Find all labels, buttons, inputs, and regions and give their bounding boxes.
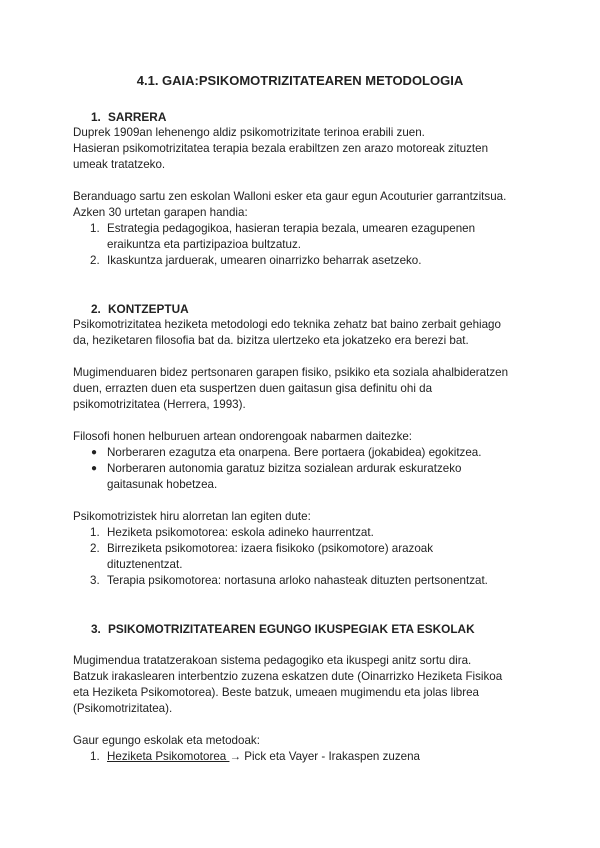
section-1-number: 1.: [91, 110, 101, 124]
paragraph-line: Mugimendua tratatzerakoan sistema pedagogiko eta ikuspegi anitz sortu dira.: [73, 654, 472, 667]
paragraph-line: Psikomotrizitatea heziketa metodologi edo teknika zehatz bat baino zerbait gehiago: [73, 318, 501, 331]
section-2-title: KONTZEPTUA: [108, 302, 189, 316]
bullet-item: ● Norberaren ezagutza eta onarpena. Bere portaera (jokabidea) egokitzea.: [91, 446, 482, 459]
section-2-body: [73, 317, 543, 589]
paragraph-line: Mugimenduaren bidez pertsonaren garapen fisiko, psikiko eta soziala ahalbideratzen: [73, 366, 509, 379]
paragraph-line: (Psikomotrizitatea).: [73, 702, 173, 715]
list-item: 3. Terapia psikomotorea: nortasuna arloko nahasteak dituzten pertsonentzat.: [90, 574, 488, 587]
paragraph-line: Filosofi honen helburuen artean ondorengoak nabarmen daitezke:: [73, 430, 413, 443]
page-title: 4.1. GAIA:PSIKOMOTRIZITATEAREN METODOLOGIA: [136, 73, 464, 88]
section-3-number: 3.: [91, 622, 101, 636]
section-1-title: SARRERA: [108, 110, 167, 124]
section-3-title: PSIKOMOTRIZITATEAREN EGUNGO IKUSPEGIAK ETA ESKOLAK: [108, 622, 475, 636]
paragraph-line: Hasieran psikomotrizitatea terapia bezala erabiltzen zen arazo motoreak zituzten: [73, 142, 489, 155]
bullet-item: ● Norberaren autonomia garatuz bizitza sozialean ardurak eskuratzeko gaitasunak hobetzea.: [91, 462, 462, 491]
paragraph-line: Beranduago sartu zen eskolan Walloni esker eta gaur egun Acouturier garrantzitsua.: [73, 190, 507, 203]
paragraph-line: umeak tratatzeko.: [73, 158, 166, 171]
section-2-number: 2.: [91, 302, 101, 316]
paragraph-line: Duprek 1909an lehenengo aldiz psikomotrizitate terinoa erabili zuen.: [73, 126, 425, 139]
section-3-body: [73, 653, 543, 765]
bullet-icon: ●: [91, 463, 98, 474]
paragraph-line: Psikomotrizistek hiru alorretan lan egiten dute:: [73, 510, 311, 523]
list-item: 1. Heziketa psikomotorea: eskola adineko haurrentzat.: [90, 526, 374, 539]
list-item: 2. Ikaskuntza jarduerak, umearen oinarrizko beharrak asetzeko.: [90, 254, 422, 267]
bullet-icon: ●: [91, 447, 98, 458]
paragraph-line: da, heziketaren filosofia bat da. bizitza ulertzeko eta jokatzeko era berezi bat.: [73, 334, 469, 347]
list-item: 1. Heziketa Psikomotorea → Pick eta Vayer - Irakaspen zuzena: [90, 750, 420, 763]
list-item: 1. Estrategia pedagogikoa, hasieran terapia bezala, umearen ezagupenen eraikuntza eta partizipazioa bultzatuz.: [90, 222, 476, 251]
paragraph-line: psikomotrizitatea (Herrera, 1993).: [73, 398, 246, 411]
heziketa-psikomotorea-link[interactable]: Heziketa Psikomotorea: [107, 750, 230, 763]
paragraph-line: Batzuk irakaslearen interbentzio zuzena eskatzen dute (Oinarrizko Heziketa Fisikoa: [73, 670, 503, 683]
paragraph-line: Gaur egungo eskolak eta metodoak:: [73, 734, 260, 747]
paragraph-line: eta Heziketa Psikomotorea). Beste batzuk, umeaen mugimendu eta jolas librea: [73, 686, 479, 699]
paragraph-line: Azken 30 urtetan garapen handia:: [73, 206, 248, 219]
section-1-body: [73, 125, 543, 269]
list-item: 2. Birreziketa psikomotorea: izaera fisikoko (psikomotore) arazoak dituztenentzat.: [90, 542, 434, 571]
paragraph-line: duen, errazten duen eta suspertzen duen gaitasun gisa definitu ohi da: [73, 382, 433, 395]
